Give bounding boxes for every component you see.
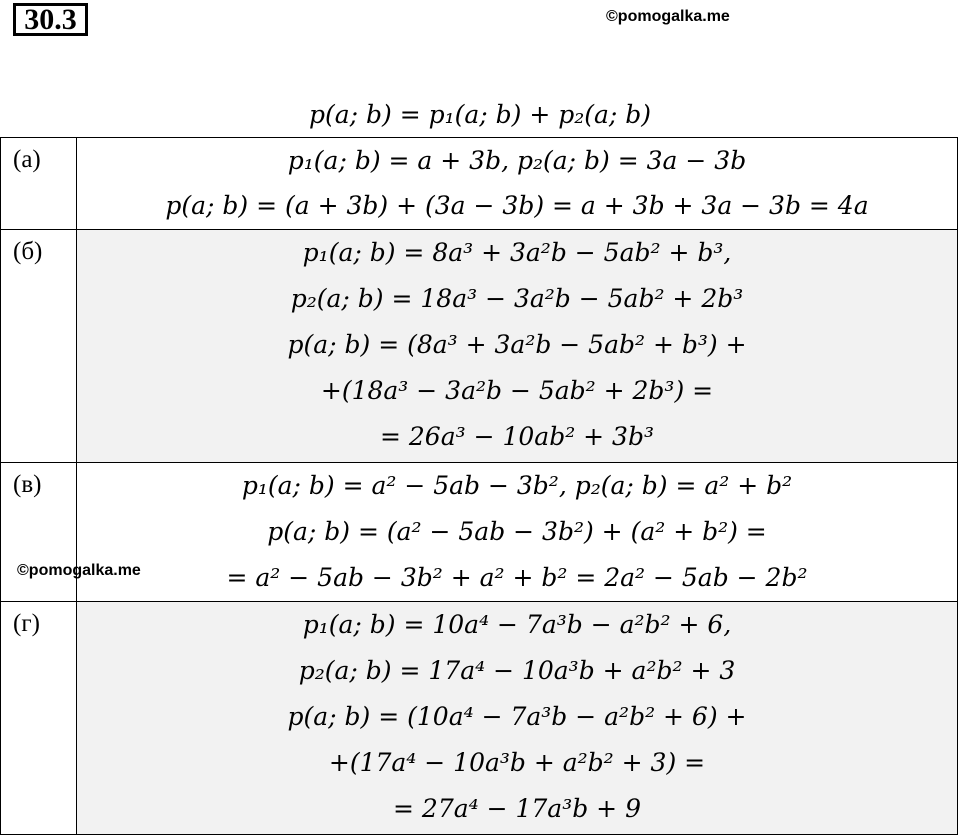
formula-line: p₁(a; b) = a + 3b, p₂(a; b) = 3a − 3b — [287, 146, 747, 175]
formula-line: p₂(a; b) = 17a⁴ − 10a³b + a²b² + 3 — [298, 656, 736, 685]
watermark-top: ©pomogalka.me — [606, 8, 730, 25]
row-label: (г) — [1, 602, 77, 835]
row-content — [77, 463, 958, 602]
formula-line: p(a; b) = (a² − 5ab − 3b²) + (a² + b²) = — [267, 517, 767, 546]
row-label: (в) — [1, 463, 77, 602]
formula-line: +(17a⁴ − 10a³b + a²b² + 3) = — [328, 748, 706, 777]
solution-table — [0, 137, 958, 835]
formula-line: = 26a³ − 10ab² + 3b³ — [380, 422, 654, 451]
main-formula: p(a; b) = p₁(a; b) + p₂(a; b) — [308, 100, 652, 129]
formula-line: = 27a⁴ − 17a³b + 9 — [393, 794, 641, 823]
formula-line: p₁(a; b) = 8a³ + 3a²b − 5ab² + b³, — [302, 238, 732, 267]
solution-row-a — [1, 138, 958, 230]
row-content — [77, 230, 958, 463]
formula-line: p(a; b) = (a + 3b) + (3a − 3b) = a + 3b + 3a − 3b = 4a — [165, 191, 869, 220]
row-label: (б) — [1, 230, 77, 463]
watermark-middle: ©pomogalka.me — [17, 562, 141, 579]
solution-row-g — [1, 602, 958, 835]
solution-row-b — [1, 230, 958, 463]
row-content — [77, 602, 958, 835]
row-label: (а) — [1, 138, 77, 230]
row-content — [77, 138, 958, 230]
problem-number: 30.3 — [13, 3, 88, 36]
formula-line: p₁(a; b) = a² − 5ab − 3b², p₂(a; b) = a² + b² — [241, 471, 793, 500]
formula-line: p₂(a; b) = 18a³ − 3a²b − 5ab² + 2b³ — [290, 284, 744, 313]
formula-line: = a² − 5ab − 3b² + a² + b² = 2a² − 5ab − 2b² — [226, 563, 808, 592]
formula-line: p(a; b) = (10a⁴ − 7a³b − a²b² + 6) + — [287, 702, 747, 731]
solution-row-v — [1, 463, 958, 602]
formula-line: +(18a³ − 3a²b − 5ab² + 2b³) = — [320, 376, 714, 405]
formula-line: p(a; b) = (8a³ + 3a²b − 5ab² + b³) + — [287, 330, 747, 359]
formula-line: p₁(a; b) = 10a⁴ − 7a³b − a²b² + 6, — [302, 610, 732, 639]
